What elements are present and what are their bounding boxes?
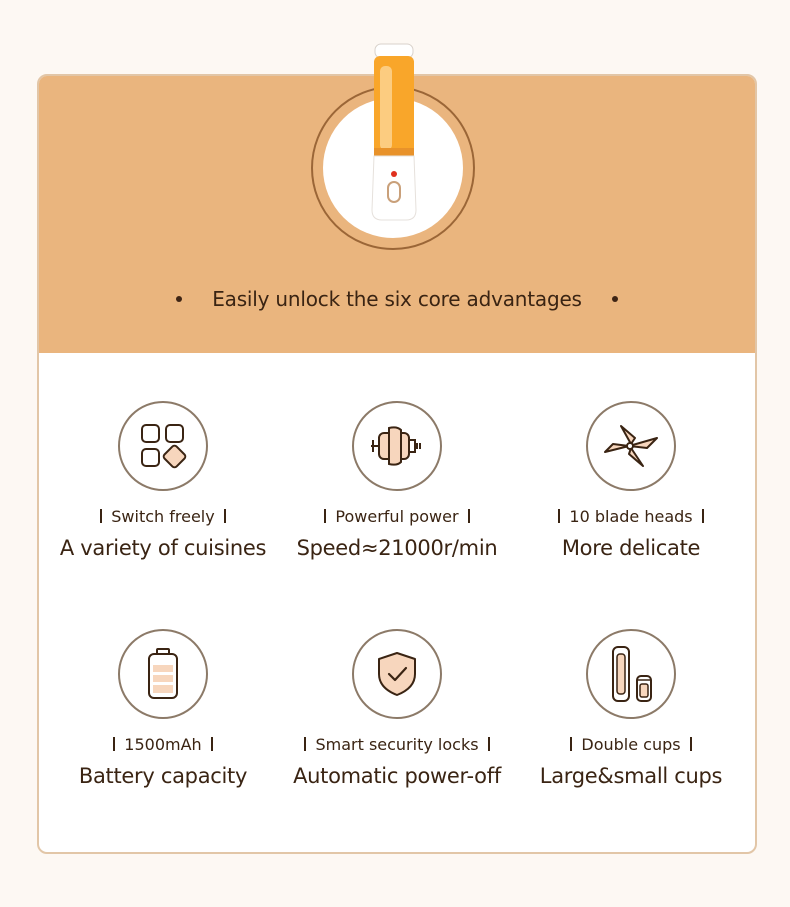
- feature-label: 1500mAh: [124, 735, 202, 754]
- feature-value: Large&small cups: [539, 764, 723, 788]
- feature-blade-heads: [511, 401, 751, 560]
- feature-value: Automatic power-off: [293, 764, 501, 788]
- motor-icon: [367, 422, 427, 470]
- feature-value: Speed≈21000r/min: [296, 536, 498, 560]
- feature-value: Battery capacity: [78, 764, 248, 788]
- feature-label: Smart security locks: [315, 735, 479, 754]
- portable-blender-icon: [370, 42, 418, 222]
- feature-battery: [43, 629, 283, 788]
- grid-squares-icon: [139, 422, 187, 470]
- blade-icon: [599, 422, 663, 470]
- feature-icon-circle: [586, 401, 676, 491]
- feature-switch-freely: [43, 401, 283, 560]
- feature-powerful-power: [277, 401, 517, 560]
- feature-value: A variety of cuisines: [59, 536, 267, 560]
- feature-value: More delicate: [561, 536, 701, 560]
- feature-icon-circle: [352, 629, 442, 719]
- feature-icon-circle: [586, 629, 676, 719]
- headline: Easily unlock the six core advantages: [212, 287, 582, 311]
- bullet-right: [612, 296, 618, 302]
- feature-label: 10 blade heads: [569, 507, 693, 526]
- headline-row: [39, 284, 755, 314]
- feature-icon-circle: [118, 629, 208, 719]
- battery-icon: [143, 647, 183, 701]
- feature-security-locks: [277, 629, 517, 788]
- feature-label: Switch freely: [111, 507, 215, 526]
- shield-check-icon: [375, 650, 419, 698]
- feature-icon-circle: [118, 401, 208, 491]
- feature-double-cups: [511, 629, 751, 788]
- double-cups-icon: [607, 644, 655, 704]
- feature-icon-circle: [352, 401, 442, 491]
- feature-label: Powerful power: [335, 507, 459, 526]
- feature-label: Double cups: [581, 735, 681, 754]
- bullet-left: [176, 296, 182, 302]
